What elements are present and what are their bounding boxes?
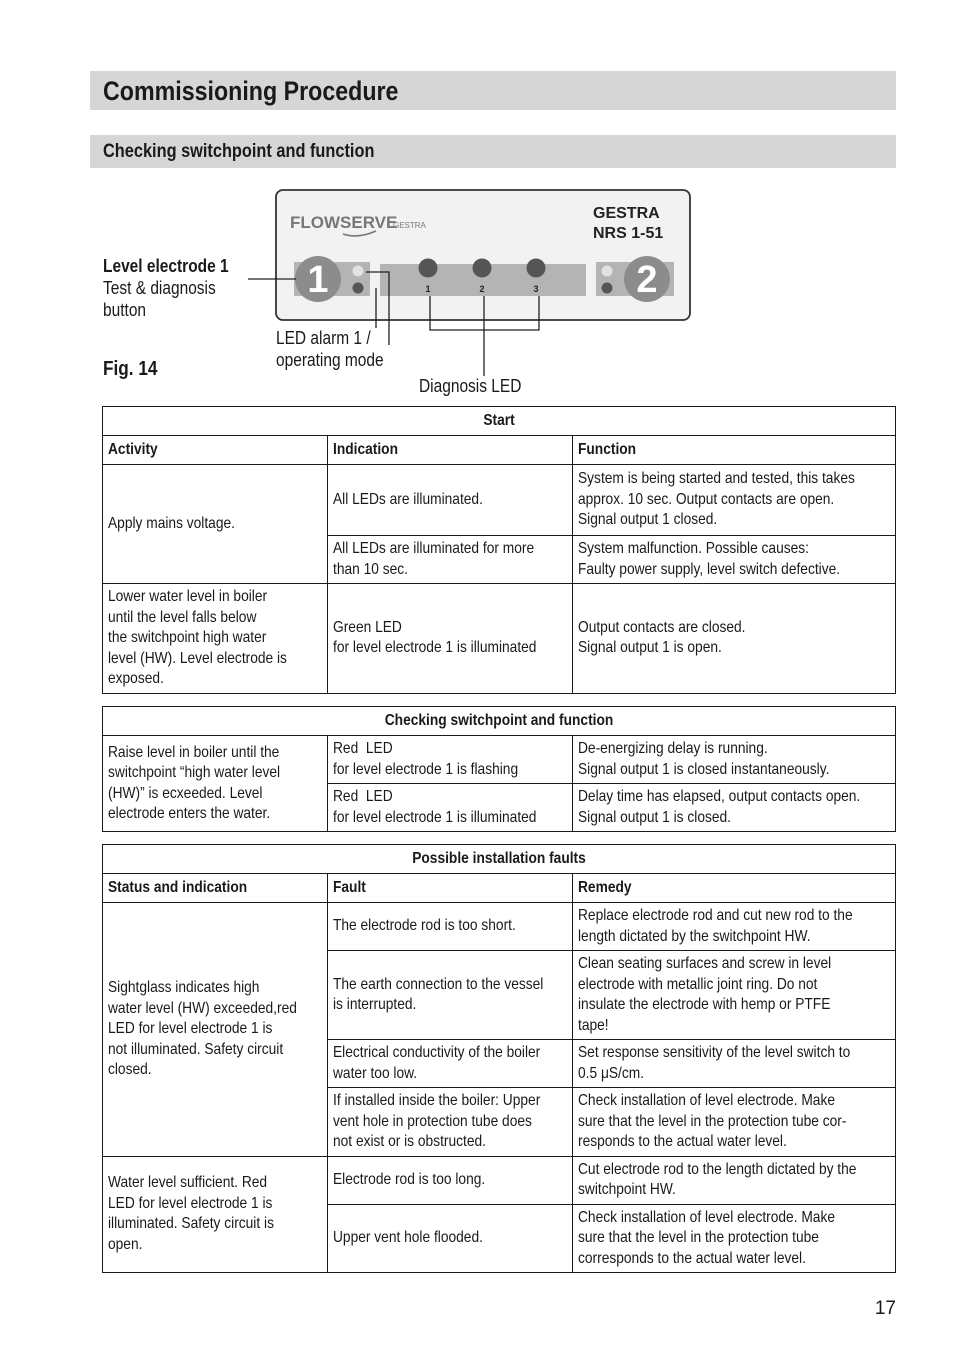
table-cell: Water level sufficient. Red LED for level electrode 1 is illuminated. Safety circuit is open. [103,1156,328,1273]
table-cell: If installed inside the boiler: Upper vent hole in protection tube does not exist or is obstructed. [328,1088,573,1157]
page-title: Commissioning Procedure [103,76,399,106]
column-header: Fault [328,874,573,903]
table-cell: Apply mains voltage. [103,465,328,584]
led-alarm-1 [353,266,364,277]
led-number-3: 3 [533,284,539,294]
column-header: Function [573,436,896,465]
table-cell: All LEDs are illuminated for more than 10 sec. [328,536,573,584]
led-alarm-callout: LED alarm 1 / operating mode [276,328,384,370]
led-alarm-2 [602,266,613,277]
table-cell: Cut electrode rod to the length dictated by the switchpoint HW. [573,1156,896,1204]
check-table [102,706,896,832]
column-header: Activity [103,436,328,465]
table-cell: Set response sensitivity of the level switch to 0.5 μS/cm. [573,1040,896,1088]
column-header: Indication [328,436,573,465]
table-title: Checking switchpoint and function [103,707,896,736]
table-cell: Output contacts are closed. Signal output 1 is open. [573,584,896,694]
table-cell: Clean seating surfaces and screw in level electrode with metallic joint ring. Do not insulate the electrode with hemp or PTFE tape! [573,951,896,1040]
column-header: Remedy [573,874,896,903]
table-cell: Sightglass indicates high water level (HW) exceeded,red LED for level electrode 1 is not illuminated. Safety circuit closed. [103,903,328,1157]
table-cell: System malfunction. Possible causes: Faulty power supply, level switch defective. [573,536,896,584]
diagnosis-led-3 [527,259,546,278]
led-number-2: 2 [479,284,485,294]
table-cell: The earth connection to the vessel is interrupted. [328,951,573,1040]
gestra-small-label: GESTRA [393,221,426,230]
led-number-1: 1 [425,284,431,294]
table-cell: All LEDs are illuminated. [328,465,573,536]
table-cell: Delay time has elapsed, output contacts open. Signal output 1 is closed. [573,784,896,832]
model-label: NRS 1-51 [593,225,664,242]
start-table [102,406,896,694]
device-diagram [0,0,954,400]
table-cell: Check installation of level electrode. Make sure that the level in the protection tube corresponds to the actual water level. [573,1204,896,1273]
table-cell: Lower water level in boiler until the level falls below the switchpoint high water level (HW). Level electrode is exposed. [103,584,328,694]
faults-table [102,844,896,1273]
diagnosis-callout: Diagnosis LED [419,376,522,396]
table-cell: The electrode rod is too short. [328,903,573,951]
brand-label: GESTRA [593,205,660,222]
table-title: Possible installation faults [103,845,896,874]
table-cell: Replace electrode rod and cut new rod to the length dictated by the switchpoint HW. [573,903,896,951]
diagnosis-led-2 [473,259,492,278]
electrode-callout: Level electrode 1 Test & diagnosis button [103,256,229,320]
table-title: Start [103,407,896,436]
button-1-number: 1 [307,259,329,301]
table-cell: Red LED for level electrode 1 is illuminated [328,784,573,832]
page-number: 17 [874,1298,896,1319]
section-title: Checking switchpoint and function [103,141,375,162]
table-cell: Green LED for level electrode 1 is illuminated [328,584,573,694]
led-operating-mode [353,283,364,294]
table-cell: De-energizing delay is running. Signal output 1 is closed instantaneously. [573,736,896,784]
table-cell: Raise level in boiler until the switchpoint “high water level (HW)” is ecxeeded. Level electrode enters the water. [103,736,328,832]
table-cell: Electrode rod is too long. [328,1156,573,1204]
table-cell: Electrical conductivity of the boiler water too low. [328,1040,573,1088]
led-operating-mode-2 [602,283,613,294]
column-header: Status and indication [103,874,328,903]
table-cell: System is being started and tested, this takes approx. 10 sec. Output contacts are open. Signal output 1 closed. [573,465,896,536]
figure-label: Fig. 14 [103,358,158,380]
table-cell: Upper vent hole flooded. [328,1204,573,1273]
table-cell: Red LED for level electrode 1 is flashing [328,736,573,784]
flowserve-logo: FLOWSERVE [290,213,398,232]
diagnosis-led-1 [419,259,438,278]
button-2-number: 2 [636,259,658,301]
table-cell: Check installation of level electrode. Make sure that the level in the protection tube cor- responds to the actual water level. [573,1088,896,1157]
